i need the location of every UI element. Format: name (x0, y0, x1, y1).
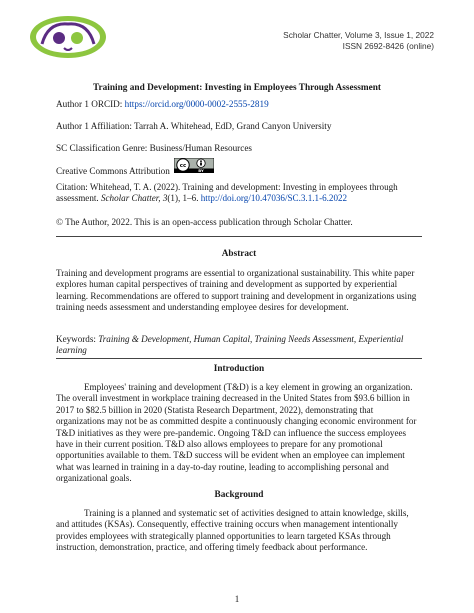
cc-license-label: Creative Commons Attribution (56, 166, 170, 176)
cc-by-badge-icon[interactable] (174, 158, 214, 173)
orcid-label: Author 1 ORCID: (56, 99, 125, 109)
copyright-line: © The Author, 2022. This is an open-access publication through Scholar Chatter. (56, 217, 353, 227)
background-text: Training is a planned and systematic set of activities designed to attain knowledge, skills, and attitudes (KSAs). Consequently, effective training occurs when management intentionally provides employees with strategically planned opportunities to learn targeted KSAs through instruction, demonstration, practice, and offering timely feedback about performance. (56, 508, 409, 553)
orcid-line (56, 99, 269, 109)
keywords-paragraph (56, 334, 422, 357)
page-number: 1 (234, 594, 240, 604)
divider (56, 236, 422, 237)
keywords-label: Keywords: (56, 334, 99, 344)
introduction-heading: Introduction (213, 364, 265, 374)
journal-info (283, 30, 434, 52)
scholar-chatter-logo (28, 14, 108, 60)
citation-issue: (1), 1–6. (167, 193, 201, 204)
background-heading: Background (214, 490, 264, 500)
divider (56, 358, 422, 359)
journal-volume-line: Scholar Chatter, Volume 3, Issue 1, 2022 (283, 30, 434, 40)
citation-paragraph (56, 182, 422, 205)
keywords-list: Training & Development, Human Capital, Training Needs Assessment, Experiential learning (56, 334, 404, 356)
introduction-text: Employees' training and development (T&D) is a key element in growing an organization. The overall investment in workplace training decreased in the United States from $93.6 billion in 2017 to $82.5 billion in 2020 (Statista Research Department, 2022), demonstrating that organizations may not be as committed despite a continuously changing economic environment for T&D initiatives as they were pre-pandemic. Ongoing T&D can influence the success employees have in their current position. T&D also allows employees to prepare for any promotional opportunities available to them. T&D success will be evident when an employee can implement what was learned in training in a day-to-day routine, leading to accomplishing personal and organizational goals. (56, 382, 417, 484)
citation-doi-link[interactable]: http://doi.org/10.47036/SC.3.1.1-6.2022 (200, 193, 348, 204)
svg-text:cc: cc (179, 163, 187, 170)
citation-journal: Scholar Chatter, 3 (100, 193, 168, 204)
citation-text: Citation: Whitehead, T. A. (2022). Training and development: Investing in employees through assessment. (56, 182, 398, 204)
cc-badge-text: BY (198, 168, 204, 173)
affiliation-line: Author 1 Affiliation: Tarrah A. Whitehead, EdD, Grand Canyon University (56, 121, 332, 131)
paper-title: Training and Development: Investing in Employees Through Assessment (93, 83, 381, 93)
journal-issn-line: ISSN 2692-8426 (online) (342, 41, 434, 51)
orcid-link[interactable]: https://orcid.org/0000-0002-2555-2819 (124, 99, 269, 109)
abstract-text: Training and development programs are essential to organizational sustainability. This white paper explores human capital perspectives of training and development as supported by experiential learning. Recommendations are offered to support training and development in organizations using training needs assessment and understanding employee desires for development. (56, 268, 417, 313)
abstract-heading: Abstract (221, 249, 257, 259)
genre-line: SC Classification Genre: Business/Human Resources (56, 143, 252, 153)
